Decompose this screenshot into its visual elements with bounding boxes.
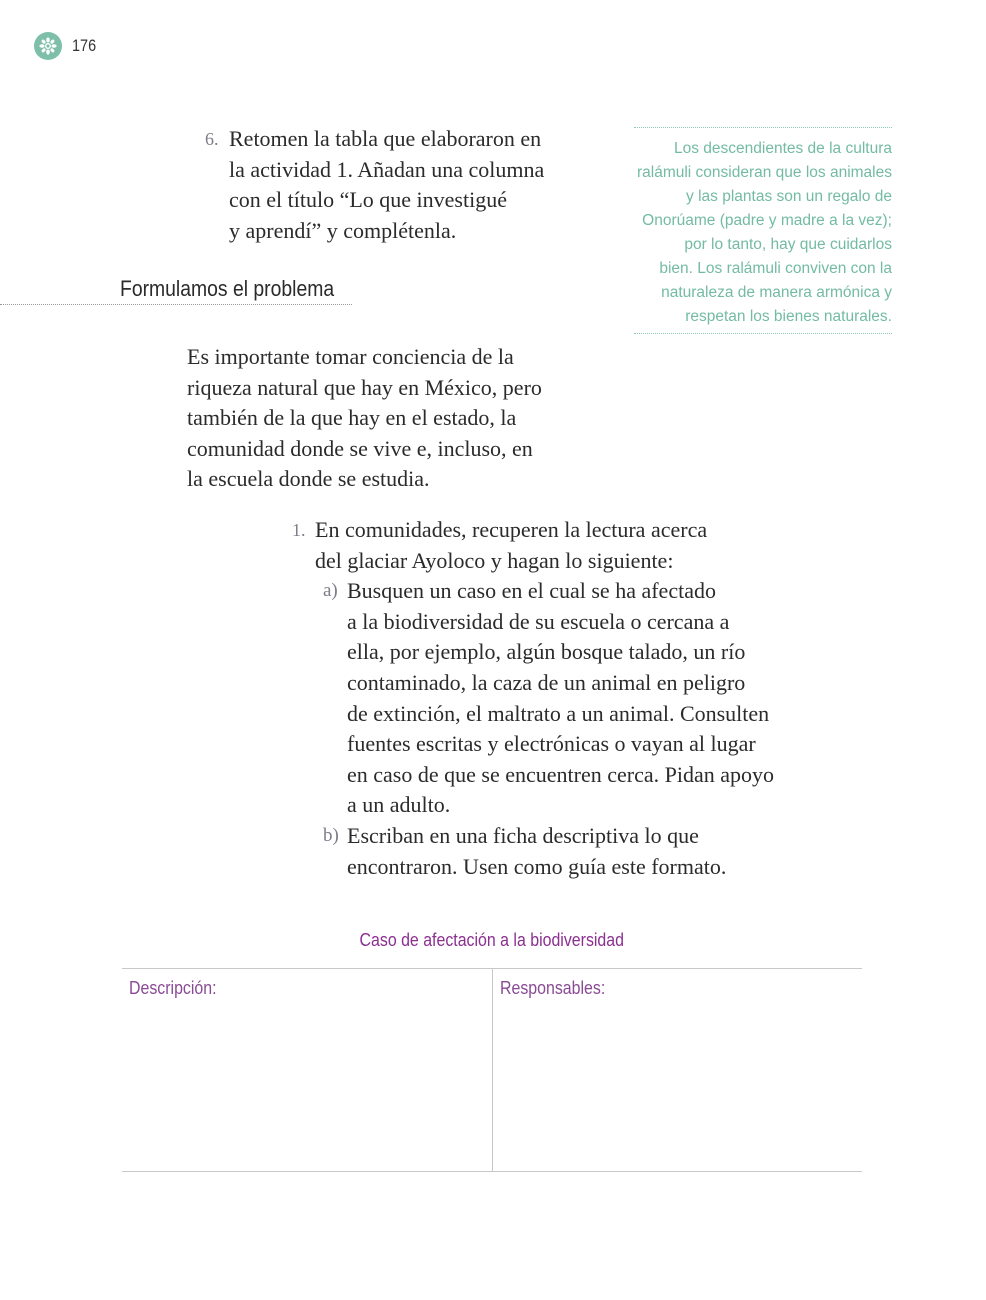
- text-line: ella, por ejemplo, algún bosque talado, un río: [347, 639, 746, 665]
- note-line: bien. Los ralámuli conviven con la: [659, 260, 892, 277]
- activity-1: [292, 515, 782, 882]
- text-line: comunidad donde se vive e, incluso, en: [187, 435, 533, 461]
- text-line: del glaciar Ayoloco y hagan lo siguiente:: [315, 547, 674, 573]
- page-header: [34, 32, 100, 60]
- text-line: fuentes escritas y electrónicas o vayan al lugar: [347, 731, 756, 757]
- text-line: la escuela donde se estudia.: [187, 466, 430, 492]
- responsables-cell: [492, 969, 863, 1171]
- sub-item-letter: b): [323, 824, 339, 846]
- step-6: [205, 124, 565, 246]
- text-line: Busquen un caso en el cual se ha afectado: [347, 578, 716, 604]
- description-label: Descripción:: [129, 977, 217, 998]
- text-line: Retomen la tabla que elaboraron en: [229, 126, 542, 151]
- ficha-table: [122, 968, 862, 1172]
- responsables-label: Responsables:: [499, 977, 605, 998]
- text-line: también de la que hay en el estado, la: [187, 405, 517, 431]
- text-line: Escriban en una ficha descriptiva lo que: [347, 822, 699, 848]
- note-line: Onorúame (padre y madre a la vez);: [642, 212, 892, 229]
- page-number: 176: [72, 36, 97, 55]
- note-line: naturaleza de manera armónica y: [661, 284, 892, 301]
- section-title: Formulamos el problema: [120, 276, 335, 301]
- ficha-title-text: Caso de afectación a la biodiversidad: [359, 929, 625, 950]
- text-line: en caso de que se encuentren cerca. Pidan apoyo: [347, 761, 774, 787]
- note-line: y las plantas son un regalo de: [686, 188, 892, 205]
- section-heading: [0, 276, 352, 305]
- text-line: encontraron. Usen como guía este formato.: [347, 853, 727, 879]
- note-line: por lo tanto, hay que cuidarlos: [684, 236, 892, 253]
- step-number: 6.: [205, 129, 219, 149]
- activity-body: [315, 515, 782, 882]
- step-6-text: [229, 124, 565, 246]
- ficha-title: [122, 929, 862, 951]
- flower-badge-icon: [34, 32, 62, 60]
- text-line: a la biodiversidad de su escuela o cercana a: [347, 608, 730, 634]
- text-line: a un adulto.: [347, 792, 451, 818]
- text-line: En comunidades, recuperen la lectura acerca: [315, 517, 708, 542]
- activity-number: 1.: [292, 520, 306, 540]
- note-line: ralámuli consideran que los animales: [636, 164, 892, 181]
- description-cell: [122, 969, 492, 1171]
- text-line: de extinción, el maltrato a un animal. Consulten: [347, 700, 770, 726]
- side-note: [634, 127, 892, 334]
- text-line: la actividad 1. Añadan una columna: [229, 156, 545, 182]
- text-line: y aprendí” y complétenla.: [229, 217, 457, 243]
- text-line: riqueza natural que hay en México, pero: [187, 374, 542, 400]
- sub-item-b: [323, 821, 782, 882]
- text-line: contaminado, la caza de un animal en peligro: [347, 669, 746, 695]
- sub-item-letter: a): [323, 580, 338, 602]
- sub-item-a: [323, 576, 782, 821]
- text-line: con el título “Lo que investigué: [229, 187, 507, 213]
- intro-paragraph: [187, 342, 559, 495]
- text-line: Es importante tomar conciencia de la: [187, 344, 514, 369]
- note-line: Los descendientes de la cultura: [673, 140, 892, 157]
- note-line: respetan los bienes naturales.: [685, 308, 892, 325]
